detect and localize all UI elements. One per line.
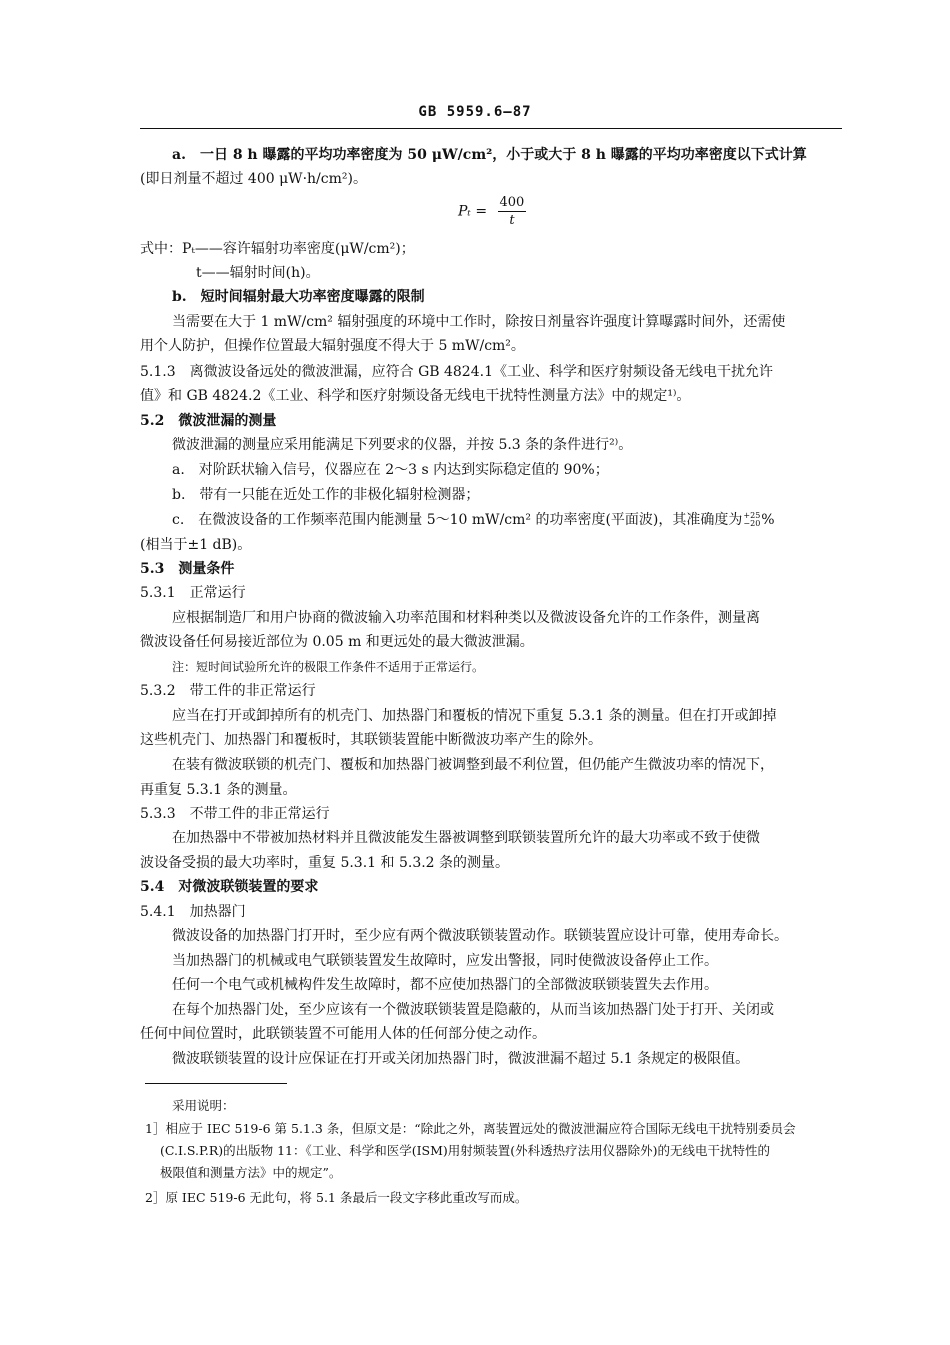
formula-numerator: 400	[499, 195, 525, 210]
footnote-1-line2: (C.I.S.P.R)的出版物 11：《工业、科学和医学(ISM)用射频装置(外科透热疗法用仪器除外)的无线电干扰特性的	[160, 1143, 771, 1158]
s531-heading: 5.3.1 正常运行	[140, 585, 246, 601]
item-a-line2: (即日剂量不超过 400 μW·h/cm²)。	[140, 171, 367, 187]
s533-line2: 波设备受损的最大功率时，重复 5.3.1 和 5.3.2 条的测量。	[140, 855, 510, 871]
item-b-line1: 当需要在大于 1 mW/cm² 辐射强度的环境中工作时，除按日剂量容许强度计算曝露时间外，还需使	[172, 314, 786, 330]
s52-item-c-line2: (相当于±1 dB)。	[140, 537, 252, 553]
item-b-line2: 用个人防护，但操作位置最大辐射强度不得大于 5 mW/cm²。	[140, 338, 525, 354]
footnote-1-line3: 极限值和测量方法》中的规定”。	[160, 1165, 342, 1180]
s513-line1: 5.1.3 离微波设备远处的微波泄漏，应符合 GB 4824.1《工业、科学和医疗射频设备无线电干扰允许	[140, 364, 773, 380]
footnote-rule	[145, 1083, 287, 1084]
s52-heading: 5.2 微波泄漏的测量	[140, 413, 277, 429]
tolerance-stack	[743, 512, 760, 528]
s52-item-b: b. 带有一只能在近处工作的非极化辐射检测器；	[172, 487, 480, 503]
s52-intro: 微波泄漏的测量应采用能满足下列要求的仪器，并按 5.3 条的条件进行²⁾。	[172, 437, 633, 453]
s532-line2: 这些机壳门、加热器门和覆板时，其联锁装置能中断微波功率产生的除外。	[140, 732, 602, 748]
formula-denominator: t	[509, 213, 515, 228]
formula-lhs: Pₜ =	[458, 203, 488, 220]
page-header: GB 5959.6—87	[418, 104, 532, 120]
formula-fraction	[498, 195, 527, 228]
s531-line2: 微波设备任何易接近部位为 0.05 m 和更远处的最大微波泄漏。	[140, 634, 534, 650]
s532-line4: 再重复 5.3.1 条的测量。	[140, 782, 297, 798]
s532-heading: 5.3.2 带工件的非正常运行	[140, 683, 316, 699]
s54-heading: 5.4 对微波联锁装置的要求	[140, 879, 319, 895]
s531-line1: 应根据制造厂和用户协商的微波输入功率范围和材料种类以及微波设备允许的工作条件，测量离	[172, 610, 760, 626]
s533-heading: 5.3.3 不带工件的非正常运行	[140, 806, 330, 822]
tolerance-plus: +25	[743, 511, 761, 520]
footnotes-title: 采用说明：	[172, 1098, 235, 1113]
where-line2: t——辐射时间(h)。	[196, 265, 320, 281]
s533-line1: 在加热器中不带被加热材料并且微波能发生器被调整到联锁装置所允许的最大功率或不致于使微	[172, 830, 760, 846]
s53-heading: 5.3 测量条件	[140, 561, 235, 577]
s53-note: 注：短时间试验所允许的极限工作条件不适用于正常运行。	[172, 660, 485, 674]
item-b-heading: b. 短时间辐射最大功率密度曝露的限制	[172, 289, 425, 305]
s52-item-c-text: c. 在微波设备的工作频率范围内能测量 5～10 mW/cm² 的功率密度(平面波)，其准确度为	[172, 512, 743, 528]
s541-p3: 任何一个电气或机械构件发生故障时，都不应使加热器门的全部微波联锁装置失去作用。	[172, 977, 718, 993]
footnote-1-line1: 1］相应于 IEC 519-6 第 5.1.3 条，但原文是：“除此之外，离装置远处的微波泄漏应符合国际无线电干扰特别委员会	[145, 1121, 796, 1136]
s52-item-c-line1	[172, 511, 775, 529]
item-a-line1: a. 一日 8 h 曝露的平均功率密度为 50 μW/cm²，小于或大于 8 h 曝露的平均功率密度以下式计算	[172, 147, 807, 163]
formula	[458, 195, 526, 228]
s541-p2: 当加热器门的机械或电气联锁装置发生故障时，应发出警报，同时使微波设备停止工作。	[172, 953, 718, 969]
s541-p4-line1: 在每个加热器门处，至少应该有一个微波联锁装置是隐蔽的，从而当该加热器门处于打开、关闭或	[172, 1002, 774, 1018]
tolerance-percent: %	[761, 512, 775, 528]
where-line1: 式中：Pₜ——容许辐射功率密度(μW/cm²)；	[140, 241, 415, 257]
s513-line2: 值》和 GB 4824.2《工业、科学和医疗射频设备无线电干扰特性测量方法》中的规定¹⁾。	[140, 388, 691, 404]
tolerance-minus: −20	[743, 519, 761, 528]
s532-line1: 应当在打开或卸掉所有的机壳门、加热器门和覆板的情况下重复 5.3.1 条的测量。但在打开或卸掉	[172, 708, 777, 724]
s541-p4-line2: 任何中间位置时，此联锁装置不可能用人体的任何部分使之动作。	[140, 1026, 546, 1042]
s52-item-a: a. 对阶跃状输入信号，仪器应在 2～3 s 内达到实际稳定值的 90%；	[172, 462, 609, 478]
s541-p5: 微波联锁装置的设计应保证在打开或关闭加热器门时，微波泄漏不超过 5.1 条规定的极限值。	[172, 1051, 750, 1067]
s541-heading: 5.4.1 加热器门	[140, 904, 246, 920]
header-rule	[140, 128, 842, 129]
footnote-2: 2］原 IEC 519-6 无此句，将 5.1 条最后一段文字移此重改写而成。	[145, 1190, 528, 1205]
s541-p1: 微波设备的加热器门打开时，至少应有两个微波联锁装置动作。联锁装置应设计可靠，使用寿命长。	[172, 928, 788, 944]
s532-line3: 在装有微波联锁的机壳门、覆板和加热器门被调整到最不利位置，但仍能产生微波功率的情况下，	[172, 757, 774, 773]
